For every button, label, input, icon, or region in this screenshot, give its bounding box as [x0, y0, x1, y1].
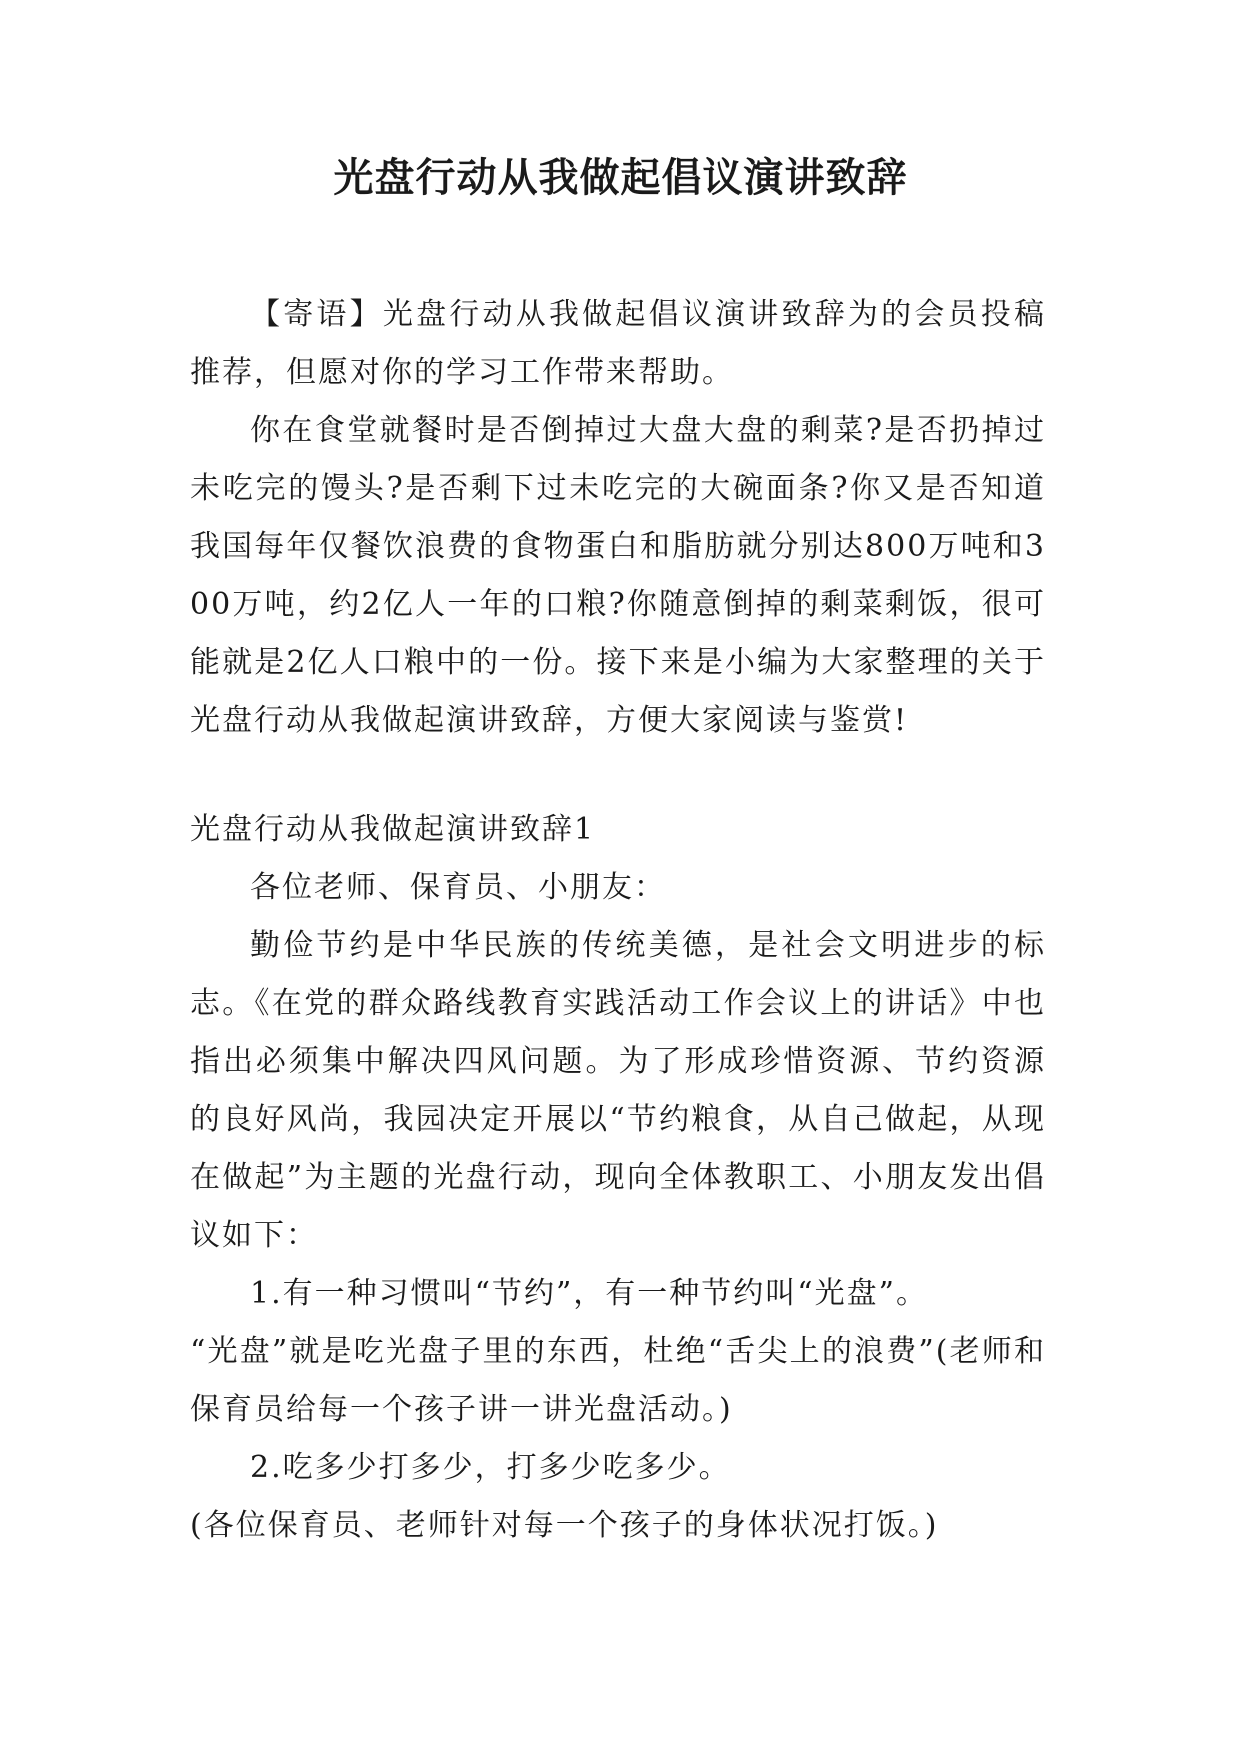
proposal-item-1-detail: “光盘”就是吃光盘子里的东西，杜绝“舌尖上的浪费”(老师和保育员给每一个孩子讲一讲光盘活动。): [190, 1334, 1046, 1427]
proposal-item-1: 1.有一种习惯叫“节约”，有一种节约叫“光盘”。: [250, 1276, 928, 1311]
section-heading: 光盘行动从我做起演讲致辞1: [190, 812, 596, 847]
document-title: 光盘行动从我做起倡议演讲致辞: [333, 155, 908, 201]
body-paragraph: 勤俭节约是中华民族的传统美德，是社会文明进步的标志。《在党的群众路线教育实践活动工作会议上的讲话》中也指出必须集中解决四风问题。为了形成珍惜资源、节约资源的良好风尚，我园决定开展以“节约粮食，从自己做起，从现在做起”为主题的光盘行动，现向全体教职工、小朋友发出倡议如下：: [190, 928, 1046, 1253]
intro-paragraph: 你在食堂就餐时是否倒掉过大盘大盘的剩菜?是否扔掉过未吃完的馒头?是否剩下过未吃完的大碗面条?你又是否知道我国每年仅餐饮浪费的食物蛋白和脂肪就分别达800万吨和300万吨，约2亿人一年的口粮?你随意倒掉的剩菜剩饭，很可能就是2亿人口粮中的一份。接下来是小编为大家整理的关于光盘行动从我做起演讲致辞，方便大家阅读与鉴赏!: [190, 413, 1046, 738]
proposal-item-2: 2.吃多少打多少，打多少吃多少。: [250, 1450, 731, 1485]
foreword-paragraph: 【寄语】光盘行动从我做起倡议演讲致辞为的会员投稿推荐，但愿对你的学习工作带来帮助。: [190, 297, 1046, 390]
proposal-item-2-detail: (各位保育员、老师针对每一个孩子的身体状况打饭。): [190, 1508, 939, 1543]
salutation: 各位老师、保育员、小朋友：: [250, 870, 666, 905]
document-body: [190, 286, 1046, 1555]
